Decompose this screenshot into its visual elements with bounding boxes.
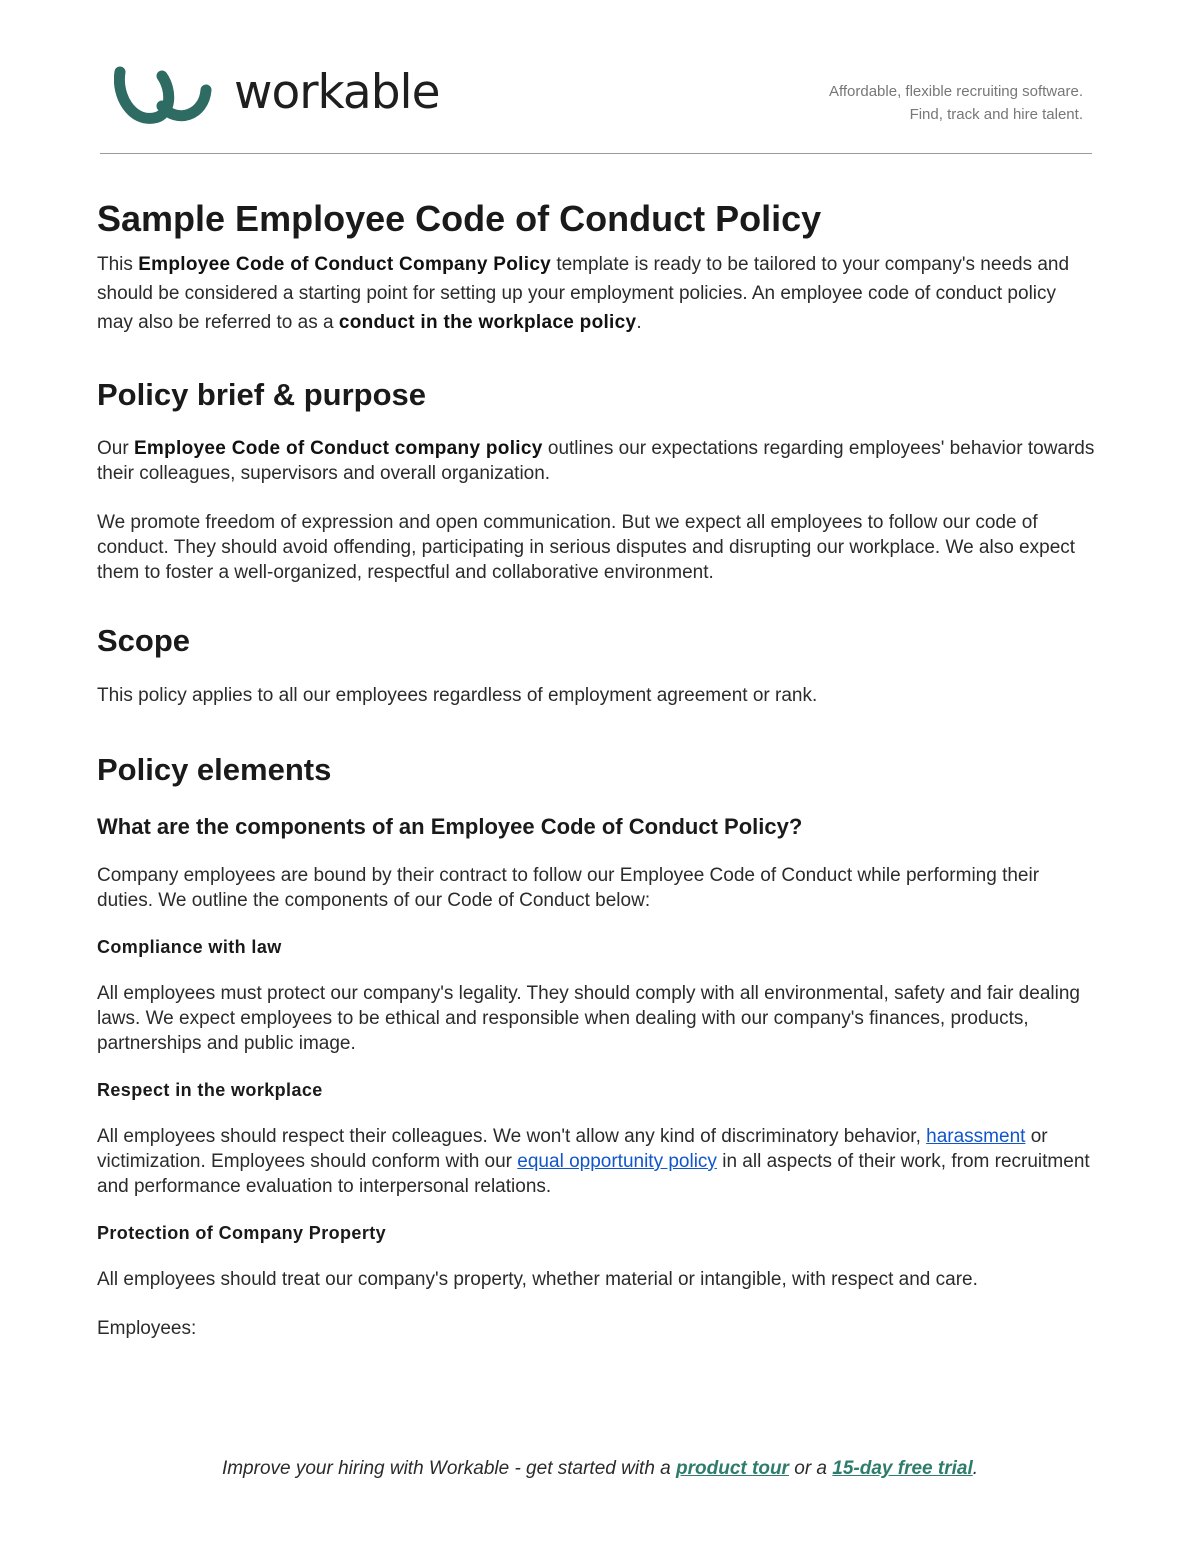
policy-brief-heading: Policy brief & purpose	[97, 377, 427, 412]
product-tour-link[interactable]: product tour	[676, 1458, 789, 1479]
compliance-heading: Compliance with law	[97, 937, 282, 957]
intro-bold-1: Employee Code of Conduct Company Policy	[138, 254, 552, 275]
intro-bold-2: conduct in the workplace policy	[338, 312, 637, 333]
footer-text-1: Improve your hiring with Workable - get started with a	[221, 1458, 677, 1479]
harassment-link[interactable]: harassment	[926, 1126, 1026, 1147]
workable-logo-icon	[114, 66, 214, 126]
scope-paragraph: This policy applies to all our employees regardless of employment agreement or rank.	[97, 685, 818, 706]
intro-paragraph	[97, 250, 1097, 337]
tagline-line-2: Find, track and hire talent.	[909, 106, 1083, 123]
respect-text-1: All employees should respect their colleagues. We won't allow any kind of discriminatory behavior,	[97, 1126, 927, 1147]
components-paragraph: Company employees are bound by their contract to follow our Employee Code of Conduct while performing their duties. We outline the components of our Code of Conduct below:	[97, 865, 1040, 911]
employees-label: Employees:	[97, 1318, 197, 1339]
logo-wordmark: workable	[234, 64, 440, 120]
compliance-paragraph: All employees must protect our company's legality. They should comply with all environmental, safety and fair dealing laws. We expect employees to be ethical and responsible when dealing with our company's finances, products, partnerships and public image.	[97, 983, 1080, 1054]
respect-heading: Respect in the workplace	[97, 1080, 323, 1100]
policy-elements-heading: Policy elements	[97, 752, 332, 787]
header-divider	[100, 153, 1092, 154]
document-title: Sample Employee Code of Conduct Policy	[97, 198, 822, 239]
respect-text-2: or victimization. Employees should conform with our	[97, 1126, 1048, 1172]
respect-text-3: in all aspects of their work, from recruitment and performance evaluation to interpersonal relations.	[97, 1151, 1090, 1197]
brief-text-1: Our	[97, 438, 134, 459]
tagline-line-1: Affordable, flexible recruiting software.	[828, 83, 1083, 100]
respect-paragraph	[97, 1124, 1097, 1199]
components-heading: What are the components of an Employee Code of Conduct Policy?	[97, 814, 803, 839]
scope-heading: Scope	[97, 623, 191, 658]
brief-bold-1: Employee Code of Conduct company policy	[133, 438, 543, 459]
free-trial-link[interactable]: 15-day free trial	[832, 1458, 973, 1479]
footer-cta	[0, 1458, 1200, 1480]
intro-text-2: template is ready to be tailored to your company's needs and should be considered a starting point for setting up your employment policies. An employee code of conduct policy may also be referred to as a	[97, 254, 1070, 333]
policy-brief-paragraph-1	[97, 436, 1097, 486]
intro-text-1: This	[97, 254, 139, 275]
property-paragraph: All employees should treat our company's property, whether material or intangible, with respect and care.	[97, 1269, 978, 1290]
workable-logo[interactable]	[114, 66, 440, 126]
intro-text-3: .	[636, 312, 642, 333]
footer-text-3: .	[972, 1458, 979, 1479]
brief-text-2: outlines our expectations regarding employees' behavior towards their colleagues, supervisors and overall organization.	[97, 438, 1095, 484]
footer-text-2: or a	[788, 1458, 833, 1479]
header-tagline	[829, 80, 1083, 126]
policy-brief-paragraph-2: We promote freedom of expression and open communication. But we expect all employees to follow our code of conduct. They should avoid offending, participating in serious disputes and disrupting our workplace. We also expect them to foster a well-organized, respectful and collaborative environment.	[97, 512, 1076, 583]
property-heading: Protection of Company Property	[97, 1223, 387, 1243]
document-body	[97, 196, 1097, 1341]
equal-opportunity-link[interactable]: equal opportunity policy	[517, 1151, 717, 1172]
